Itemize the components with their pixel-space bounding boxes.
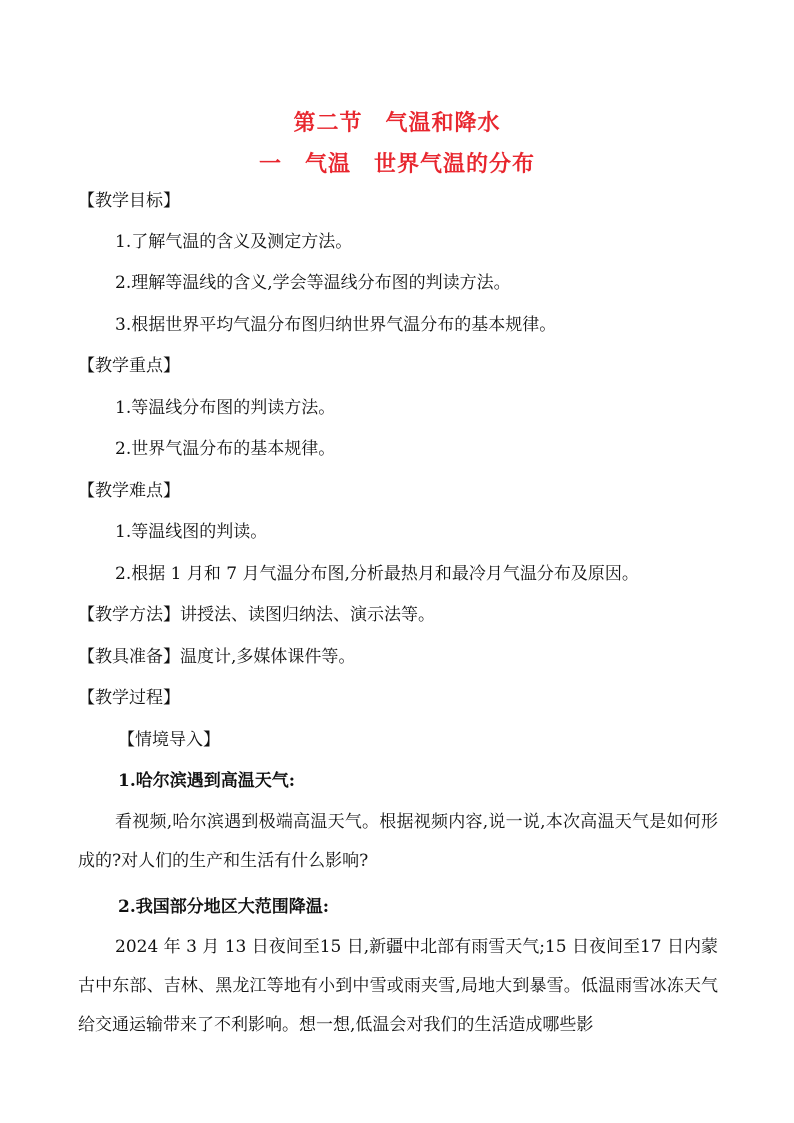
objectives-heading: 【教学目标】 xyxy=(78,191,180,211)
key-points-heading: 【教学重点】 xyxy=(78,356,180,376)
section-title: 第二节 气温和降水 xyxy=(293,111,501,136)
difficulty-item-2: 2.根据 1 月和 7 月气温分布图,分析最热月和最冷月气温分布及原因。 xyxy=(115,564,639,584)
difficulty-item-1: 1.等温线图的判读。 xyxy=(115,522,268,542)
objective-item-2: 2.理解等温线的含义,学会等温线分布图的判读方法。 xyxy=(115,273,511,293)
case1-heading: 1.哈尔滨遇到高温天气: xyxy=(118,771,296,791)
intro-heading: 【情境导入】 xyxy=(118,730,220,750)
lesson-title: 一 气温 世界气温的分布 xyxy=(258,152,535,177)
tools-line: 【教具准备】温度计,多媒体课件等。 xyxy=(78,647,356,667)
case2-heading: 2.我国部分地区大范围降温: xyxy=(118,897,330,917)
difficulties-heading: 【教学难点】 xyxy=(78,481,180,501)
key-point-item-2: 2.世界气温分布的基本规律。 xyxy=(115,439,336,459)
case2-text: 2024 年 3 月 13 日夜间至15 日,新疆中北部有雨雪天气;15 日夜间至17 日内蒙古中东部、吉林、黑龙江等地有小到中雪或雨夹雪,局地大到暴雪。低温雨雪冰冻天气给交通运输带来了不利影响。想一想,低温会对我们的生活造成哪些影 xyxy=(78,937,718,1035)
methods-line: 【教学方法】讲授法、读图归纳法、演示法等。 xyxy=(78,605,435,625)
process-heading: 【教学过程】 xyxy=(78,688,180,708)
objective-item-3: 3.根据世界平均气温分布图归纳世界气温分布的基本规律。 xyxy=(115,315,557,335)
key-point-item-1: 1.等温线分布图的判读方法。 xyxy=(115,398,336,418)
objective-item-1: 1.了解气温的含义及测定方法。 xyxy=(115,232,353,252)
case1-text: 看视频,哈尔滨遇到极端高温天气。根据视频内容,说一说,本次高温天气是如何形成的?对人们的生产和生活有什么影响? xyxy=(78,812,718,871)
